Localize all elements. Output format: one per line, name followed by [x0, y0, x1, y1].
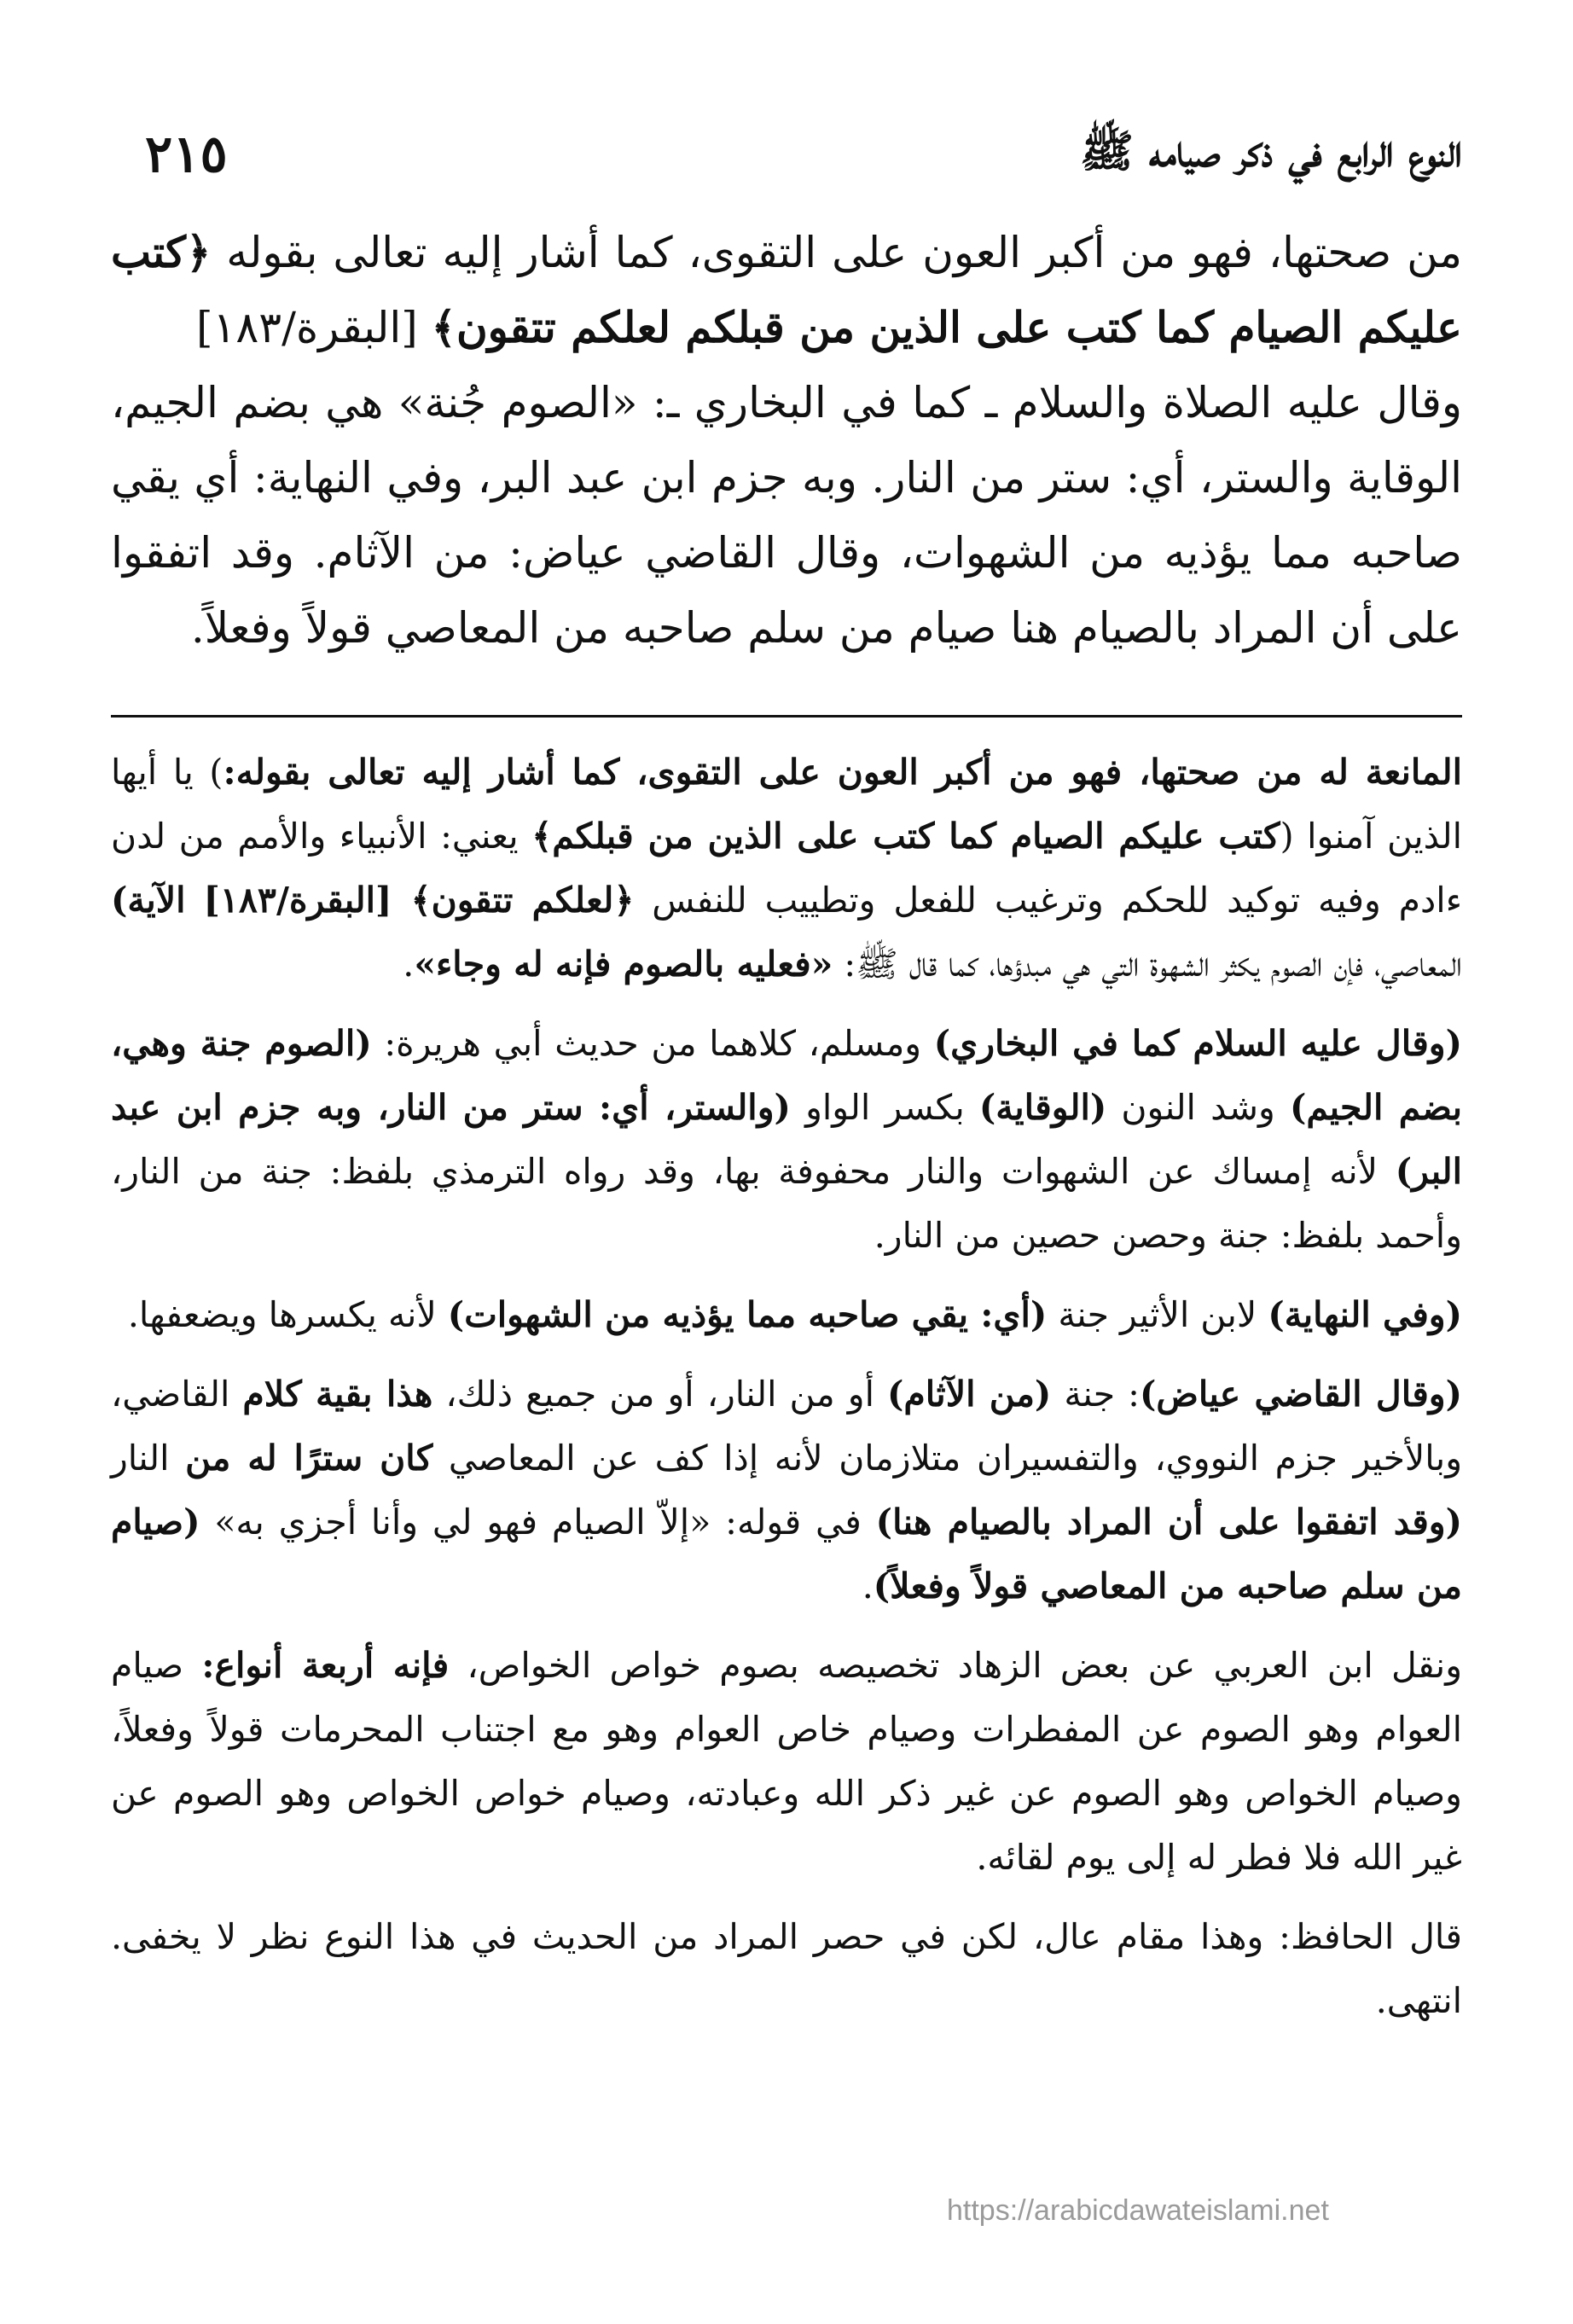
- text-run: ومسلم، كلاهما من حديث أبي هريرة:: [371, 1023, 934, 1064]
- text-run: يعني: الأنبياء والأمم من لدن ءادم وفيه توكيد للحكم وترغيب للفعل وتطييب للنفس: [111, 816, 1462, 921]
- text-run: النار: [111, 1438, 186, 1479]
- text-run: وقال عليه الصلاة والسلام ـ كما في البخاري ـ: «الصوم جُنة» هي بضم الجيم، الوقاية والستر، أي: ستر من النار. وبه جزم ابن عبد البر، وفي النهاية: أي يقي صاحبه مما يؤذيه من الشهوات، وقال القاضي عياض: من الآثام. وقد اتفقوا على أن المراد بالصيام هنا صيام من سلم صاحبه من المعاصي قولاً وفعلاً.: [111, 378, 1462, 653]
- page-header: [111, 119, 1462, 205]
- commentary-paragraph-6: [111, 1905, 1462, 2033]
- commentary-paragraph-5: [111, 1634, 1462, 1890]
- text-run: المعاصي، فإن الصوم يكثر الشهوة التي هي مبدؤها، كما قال ﷺ:: [833, 944, 1462, 985]
- text-run: لابن الأثير جنة: [1047, 1294, 1268, 1335]
- commentary-paragraph-4: [111, 1362, 1462, 1618]
- bold-run: ﴿لعلكم تتقون﴾ [البقرة/١٨٣]: [203, 880, 635, 921]
- commentary-paragraph-1: [111, 741, 1462, 996]
- bold-run: (وقد اتفقوا على أن المراد بالصيام هنا): [875, 1502, 1463, 1543]
- text-run: صيام العوام وهو الصوم عن المفطرات وصيام خاص العوام وهو مع اجتناب المحرمات قولاً وفعلاً، وصيام الخواص وهو الصوم عن غير ذكر الله وعبادته، وصيام خواص الخواص وهو الصوم عن غير الله فلا فطر له إلى يوم لقائه.: [111, 1645, 1462, 1878]
- bold-run: (الصوم جنة وهي، بضم الجيم): [111, 1023, 1463, 1128]
- text-run: [186, 880, 204, 921]
- bold-run: الآية): [111, 880, 186, 921]
- text-run: ) يا أيها الذين آمنوا (: [111, 752, 1463, 857]
- bold-run: ﴿كتب عليكم الصيام كما كتب على الذين من قبلكم لعلكم تتقون﴾: [111, 227, 1462, 352]
- bold-run: «فعليه بالصوم فإنه له وجاء»: [414, 944, 833, 985]
- text-run: أو من النار، أو من جميع ذلك،: [432, 1374, 888, 1415]
- bold-run: (من الآثام): [887, 1374, 1052, 1415]
- commentary-paragraph-3: [111, 1283, 1462, 1347]
- commentary-block: [111, 741, 1462, 2048]
- text-run: : جنة: [1051, 1374, 1140, 1415]
- main-paragraph-1: [111, 215, 1462, 365]
- bold-run: المانعة له من صحتها، فهو من أكبر العون على التقوى، كما أشار إليه تعالى بقوله:: [223, 752, 1462, 793]
- bold-run: (صيام من سلم صاحبه من المعاصي قولاً وفعلاً): [111, 1502, 1462, 1606]
- running-title: النوع الرابع في ذكر صيامه ﷺ: [1080, 125, 1462, 177]
- bold-run: (وقال عليه السلام كما في البخاري): [933, 1023, 1462, 1064]
- text-run: وشد النون: [1106, 1087, 1290, 1128]
- text-run: .: [403, 944, 415, 985]
- bold-run: (وفي النهاية): [1268, 1294, 1462, 1335]
- main-paragraph-2: [111, 365, 1462, 665]
- text-run: من صحتها، فهو من أكبر العون على التقوى، كما أشار إليه تعالى بقوله: [211, 228, 1462, 277]
- footnote-divider: [111, 715, 1462, 718]
- commentary-paragraph-2: [111, 1012, 1462, 1268]
- text-run: قال الحافظ: وهذا مقام عال، لكن في حصر المراد من الحديث في هذا النوع نظر لا يخفى. انتهى.: [111, 1916, 1462, 2021]
- watermark-url: https://arabicdawateislami.net: [947, 2194, 1329, 2227]
- text-run: لأنه يكسرها ويضعفها.: [127, 1294, 448, 1335]
- text-run: [البقرة/١٨٣]: [196, 303, 432, 352]
- text-run: القاضي، وبالأخير جزم النووي، والتفسيران متلازمان لأنه إذا كف عن المعاصي: [111, 1374, 1462, 1479]
- bold-run: كتب عليكم الصيام كما كتب على الذين من قبلكم﴾: [531, 816, 1280, 857]
- bold-run: (والستر، أي: ستر من النار، وبه جزم ابن عبد البر): [111, 1087, 1462, 1192]
- text-run: لأنه إمساك عن الشهوات والنار محفوفة بها، وقد رواه الترمذي بلفظ: جنة من النار، وأحمد بلفظ: جنة وحصن حصين من النار.: [111, 1151, 1462, 1256]
- text-run: .: [862, 1566, 874, 1606]
- text-run: في قوله: «إلاّ الصيام فهو لي وأنا أجزي به»: [200, 1502, 876, 1543]
- bold-run: (وقال القاضي عياض): [1139, 1374, 1463, 1415]
- bold-run: كان سترًا له من: [185, 1438, 433, 1479]
- text-run: بكسر الواو: [790, 1087, 979, 1128]
- bold-run: (الوقاية): [978, 1087, 1107, 1128]
- main-text-block: [111, 215, 1462, 665]
- bold-run: هذا بقية كلام: [242, 1374, 433, 1415]
- bold-run: فإنه أربعة أنواع:: [201, 1645, 450, 1686]
- text-run: ونقل ابن العربي عن بعض الزهاد تخصيصه بصوم خواص الخواص،: [449, 1645, 1462, 1686]
- bold-run: (أي: يقي صاحبه مما يؤذيه من الشهوات): [447, 1294, 1048, 1335]
- page-number: ٢١٥: [145, 125, 228, 184]
